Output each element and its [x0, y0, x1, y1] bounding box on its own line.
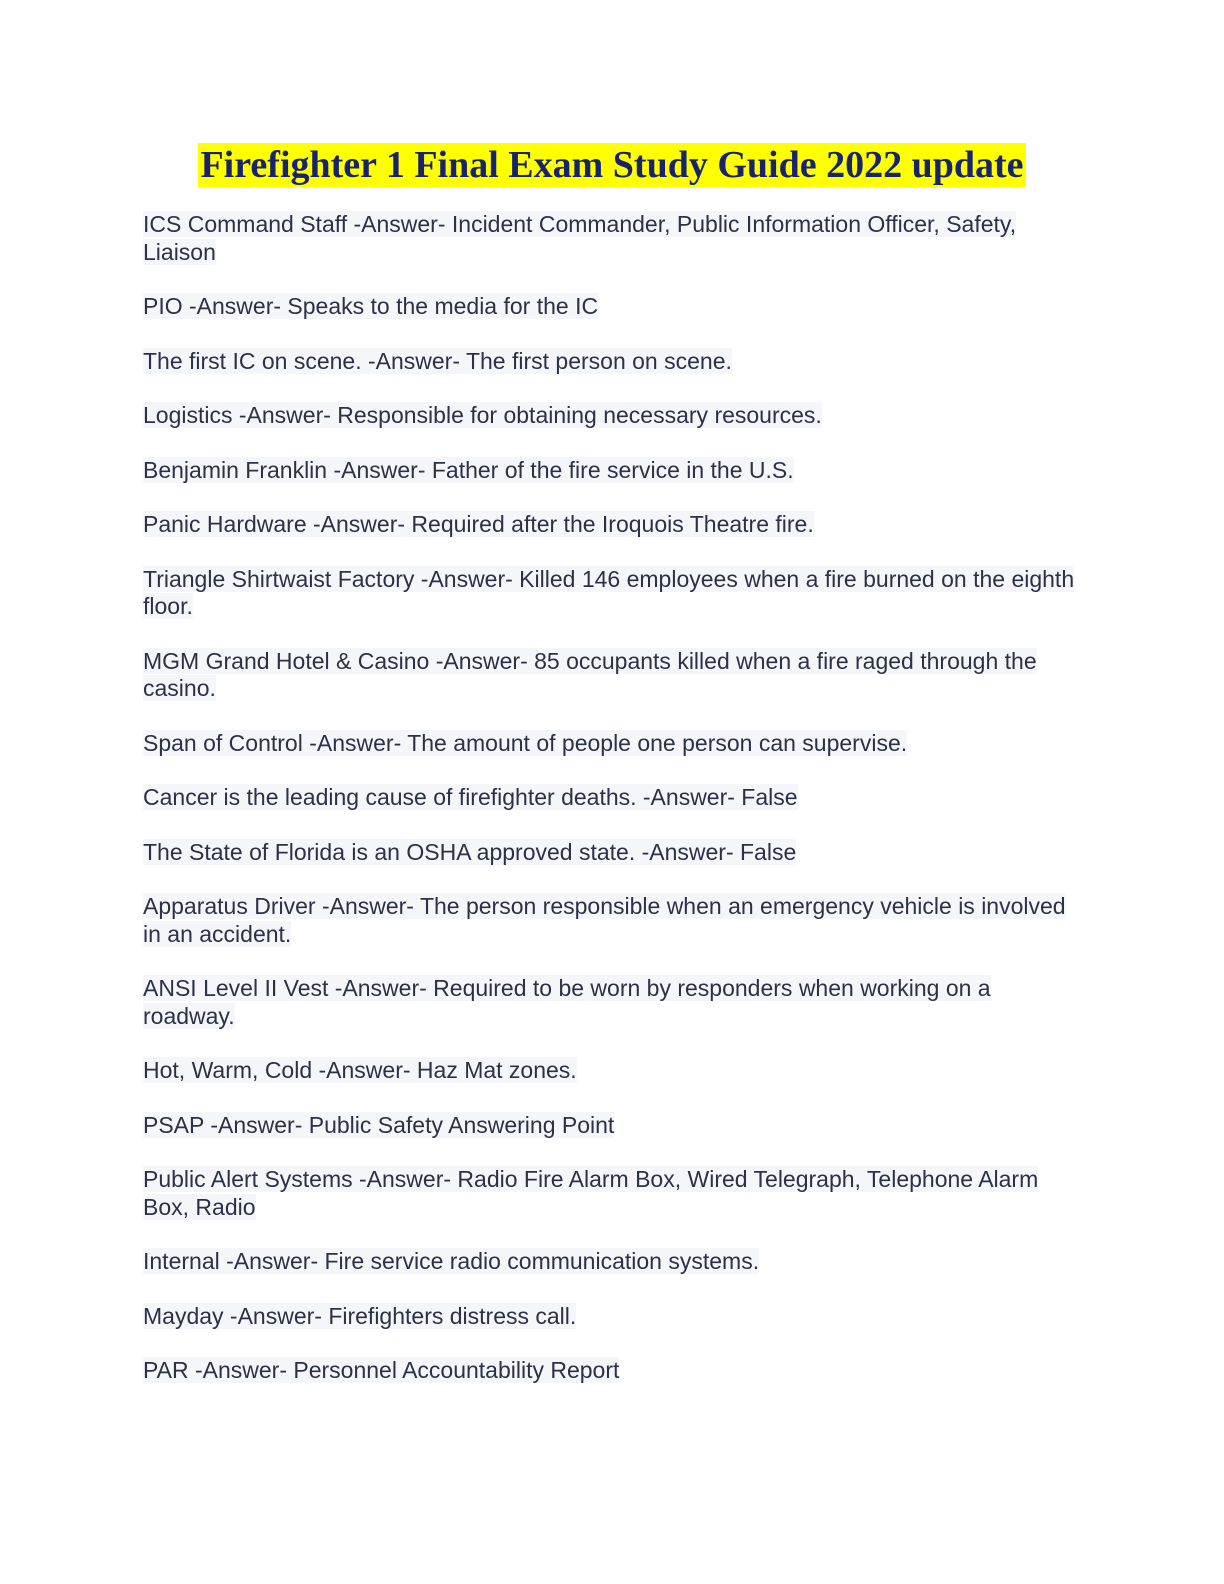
qa-text: Logistics -Answer- Responsible for obtaining necessary resources.	[143, 402, 822, 428]
qa-text: Hot, Warm, Cold -Answer- Haz Mat zones.	[143, 1057, 577, 1083]
title-container	[0, 143, 1224, 187]
qa-text: Internal -Answer- Fire service radio communication systems.	[143, 1248, 760, 1274]
qa-item	[143, 566, 1083, 621]
qa-item	[143, 975, 1083, 1030]
qa-item	[143, 1248, 1083, 1276]
qa-text: Cancer is the leading cause of firefighter deaths. -Answer- False	[143, 784, 798, 810]
qa-item	[143, 893, 1083, 948]
qa-item	[143, 648, 1083, 703]
qa-text: PSAP -Answer- Public Safety Answering Point	[143, 1111, 615, 1138]
qa-text: Public Alert Systems -Answer- Radio Fire Alarm Box, Wired Telegraph, Telephone Alarm Box, Radio	[143, 1166, 1039, 1220]
qa-item	[143, 348, 1083, 376]
qa-item	[143, 1112, 1083, 1140]
qa-list	[143, 211, 1083, 1412]
qa-item	[143, 1057, 1083, 1085]
qa-item	[143, 1303, 1083, 1331]
qa-item	[143, 784, 1083, 812]
qa-item	[143, 730, 1083, 758]
qa-text: ANSI Level II Vest -Answer- Required to be worn by responders when working on a roadway.	[143, 975, 991, 1029]
qa-text: The first IC on scene. -Answer- The first person on scene.	[143, 347, 732, 374]
qa-text: Apparatus Driver -Answer- The person responsible when an emergency vehicle is involved in an accident.	[143, 893, 1066, 947]
qa-text: Panic Hardware -Answer- Required after the Iroquois Theatre fire.	[143, 511, 814, 537]
qa-item	[143, 511, 1083, 539]
qa-item	[143, 1357, 1083, 1385]
qa-text: MGM Grand Hotel & Casino -Answer- 85 occupants killed when a fire raged through the casino.	[143, 647, 1037, 701]
qa-text: PIO -Answer- Speaks to the media for the IC	[143, 293, 599, 319]
qa-text: PAR -Answer- Personnel Accountability Report	[143, 1357, 620, 1383]
qa-item	[143, 457, 1083, 485]
document-title: Firefighter 1 Final Exam Study Guide 2022 update	[200, 144, 1024, 186]
qa-text: Triangle Shirtwaist Factory -Answer- Killed 146 employees when a fire burned on the eighth floor.	[143, 565, 1075, 619]
qa-text: The State of Florida is an OSHA approved state. -Answer- False	[143, 838, 797, 865]
qa-item	[143, 839, 1083, 867]
qa-item	[143, 402, 1083, 430]
qa-text: Mayday -Answer- Firefighters distress call.	[143, 1302, 577, 1329]
qa-text: Span of Control -Answer- The amount of people one person can supervise.	[143, 729, 908, 756]
qa-text: ICS Command Staff -Answer- Incident Commander, Public Information Officer, Safety, Liaison	[143, 211, 1017, 265]
qa-item	[143, 211, 1083, 266]
qa-item	[143, 293, 1083, 321]
qa-text: Benjamin Franklin -Answer- Father of the fire service in the U.S.	[143, 456, 794, 483]
qa-item	[143, 1166, 1083, 1221]
